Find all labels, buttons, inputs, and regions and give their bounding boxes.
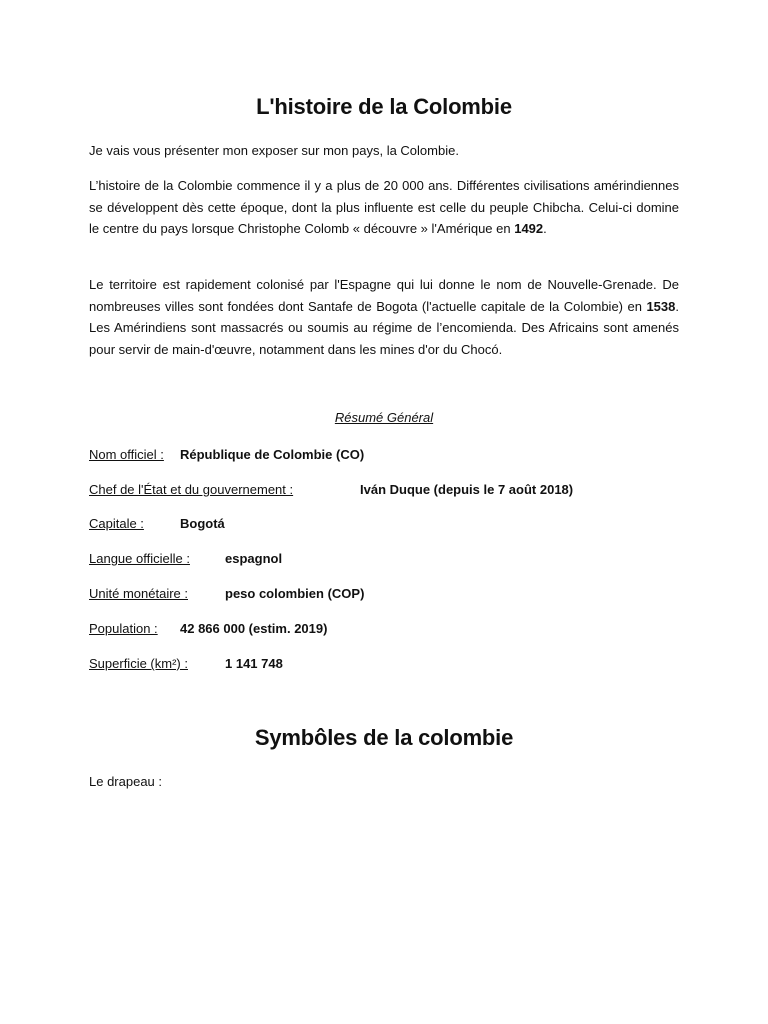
- summary-row-official-name: [89, 446, 365, 464]
- summary-value: 1 141 748: [225, 656, 283, 671]
- summary-row-population: [89, 620, 328, 638]
- summary-row-language: [89, 550, 283, 568]
- history-year: 1492: [514, 221, 544, 237]
- summary-heading: Résumé Général: [334, 410, 434, 425]
- summary-value: 42 866 000 (estim. 2019): [180, 621, 328, 636]
- summary-label: Chef de l'État et du gouvernement :: [89, 482, 294, 497]
- flag-label: Le drapeau :: [89, 774, 163, 789]
- summary-row-currency: [89, 585, 365, 603]
- history-text: L’histoire de la Colombie commence il y a plus de 20 000 ans. Différentes civilisations amérindiennes se développent dès cette époque, dont la plus influente est celle du peuple Chibcha. Celui-ci domine le centre du pays lorsque Christophe Colomb « découvre » l'Amérique en: [89, 178, 679, 237]
- summary-label: Superficie (km²) :: [89, 656, 188, 671]
- summary-label: Nom officiel :: [89, 447, 164, 462]
- colonization-text-end: . Les Amérindiens sont massacrés ou soumis au régime de l’encomienda. Des Africains sont amenés pour servir de main-d'œuvre, notamment dans les mines d'or du Chocó.: [89, 298, 679, 357]
- summary-value: Bogotá: [180, 516, 225, 531]
- summary-label: Capitale :: [89, 516, 144, 531]
- colonization-text: Le territoire est rapidement colonisé par l'Espagne qui lui donne le nom de Nouvelle-Grenade. De nombreuses villes sont fondées dont Santafe de Bogota (l'actuelle capitale de la Colombie) en: [89, 277, 679, 314]
- summary-value: République de Colombie (CO): [180, 447, 365, 462]
- summary-value: Iván Duque (depuis le 7 août 2018): [360, 482, 574, 497]
- colonization-paragraph: [89, 274, 679, 360]
- colonization-year: 1538: [646, 298, 676, 314]
- summary-label: Langue officielle :: [89, 551, 190, 566]
- history-paragraph: [89, 175, 679, 240]
- summary-label: Population :: [89, 621, 158, 636]
- summary-row-capital: [89, 515, 225, 533]
- symbols-title: Symbôles de la colombie: [254, 725, 514, 750]
- intro-paragraph: Je vais vous présenter mon exposer sur mon pays, la Colombie.: [89, 143, 459, 158]
- summary-label: Unité monétaire :: [89, 586, 188, 601]
- summary-value: espagnol: [225, 551, 283, 566]
- history-text-end: .: [543, 221, 547, 237]
- summary-row-head-of-state: [89, 481, 574, 499]
- summary-value: peso colombien (COP): [225, 586, 365, 601]
- summary-row-area: [89, 655, 283, 673]
- document-title: L'histoire de la Colombie: [256, 94, 512, 119]
